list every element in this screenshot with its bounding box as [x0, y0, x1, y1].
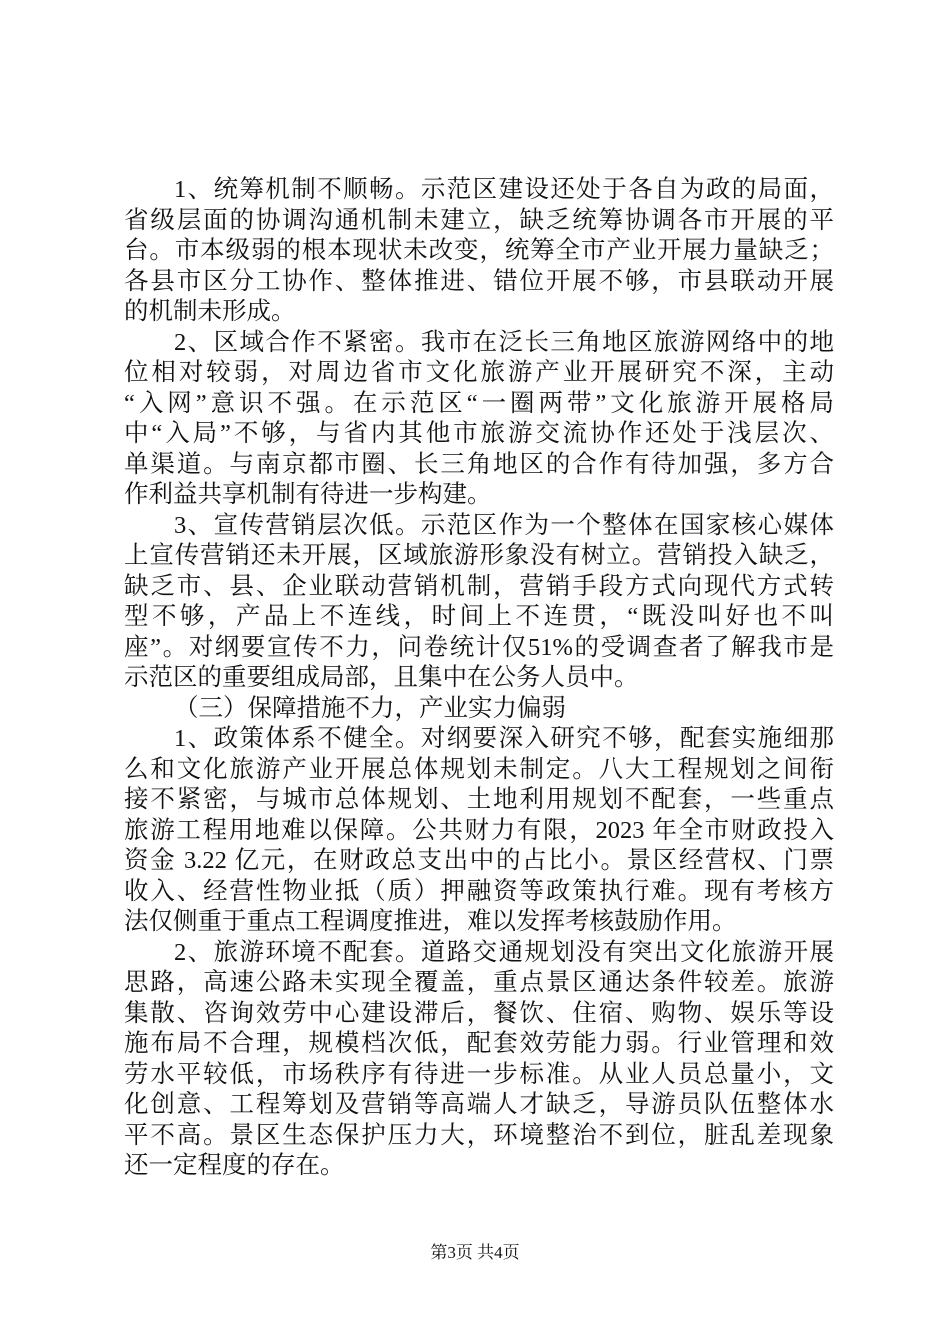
text-line: 接不紧密，与城市总体规划、土地利用规划不配套，一些重点: [124, 786, 834, 813]
text-line: 法仅侧重于重点工程调度推进，难以发挥考核鼓励作用。: [124, 908, 737, 935]
paragraph: [124, 938, 834, 1182]
text-line: 思路，高速公路未实现全覆盖，重点景区通达条件较差。旅游: [124, 969, 834, 996]
text-line: 劳水平较低，市场秩序有待进一步标准。从业人员总量小，文: [124, 1060, 834, 1088]
text-line: 中“入局”不够，与省内其他市旅游交流协作还处于浅层次、: [124, 420, 834, 447]
paragraph: [124, 175, 834, 328]
text-line: 收入、经营性物业抵（质）押融资等政策执行难。现有考核方: [124, 877, 834, 905]
text-line: 集散、咨询效劳中心建设滞后，餐饮、住宿、购物、娱乐等设: [124, 999, 834, 1027]
text-line: 型不够，产品上不连线，时间上不连贯，“既没叫好也不叫: [124, 603, 834, 630]
text-line: 1、政策体系不健全。对纲要深入研究不够，配套实施细那: [174, 725, 834, 752]
text-line: 还一定程度的存在。: [124, 1152, 345, 1179]
text-line: 各县市区分工协作、整体推进、错位开展不够，市县联动开展: [124, 267, 834, 295]
text-line: 么和文化旅游产业开展总体规划未制定。八大工程规划之间衔: [124, 755, 834, 783]
text-line: 位相对较弱，对周边省市文化旅游产业开展研究不深，主动: [124, 359, 834, 386]
text-line: 3、宣传营销层次低。示范区作为一个整体在国家核心媒体: [174, 511, 834, 539]
text-line: 座”。对纲要宣传不力，问卷统计仅51%的受调查者了解我市是: [124, 633, 834, 661]
section-heading: [124, 694, 834, 725]
paragraph: [124, 724, 834, 938]
text-line: 2、区域合作不紧密。我市在泛长三角地区旅游网络中的地: [174, 328, 834, 356]
text-line: 缺乏市、县、企业联动营销机制，营销手段方式向现代方式转: [124, 572, 834, 600]
text-line: 台。市本级弱的根本现状未改变，统筹全市产业开展力量缺乏；: [124, 237, 834, 264]
text-line: 作利益共享机制有待进一步构建。: [124, 481, 492, 508]
page-footer: 第3页 共4页: [430, 1243, 520, 1262]
paragraph: [124, 511, 834, 694]
text-line: “入网”意识不强。在示范区“一圈两带”文化旅游开展格局: [124, 389, 834, 417]
text-line: 2、旅游环境不配套。道路交通规划没有突出文化旅游开展: [174, 938, 834, 966]
document-body: [124, 175, 834, 1182]
text-line: 的机制未形成。: [124, 298, 296, 325]
text-line: 上宣传营销还未开展，区域旅游形象没有树立。营销投入缺乏，: [124, 542, 834, 569]
text-line: （三）保障措施不力，产业实力偏弱: [174, 694, 566, 722]
text-line: 示范区的重要组成局部，且集中在公务人员中。: [124, 664, 639, 691]
text-line: 化创意、工程筹划及营销等高端人才缺乏，导游员队伍整体水: [124, 1091, 834, 1118]
text-line: 单渠道。与南京都市圈、长三角地区的合作有待加强，多方合: [124, 450, 834, 478]
text-line: 省级层面的协调沟通机制未建立，缺乏统筹协调各市开展的平: [124, 206, 834, 234]
text-line: 旅游工程用地难以保障。公共财力有限，2023 年全市财政投入: [124, 816, 834, 844]
text-line: 资金 3.22 亿元，在财政总支出中的占比小。景区经营权、门票: [124, 847, 834, 874]
text-line: 1、统筹机制不顺畅。示范区建设还处于各自为政的局面，: [174, 176, 834, 203]
paragraph: [124, 328, 834, 511]
text-line: 平不高。景区生态保护压力大，环境整治不到位，脏乱差现象: [124, 1121, 834, 1149]
text-line: 施布局不合理，规模档次低，配套效劳能力弱。行业管理和效: [124, 1030, 834, 1057]
